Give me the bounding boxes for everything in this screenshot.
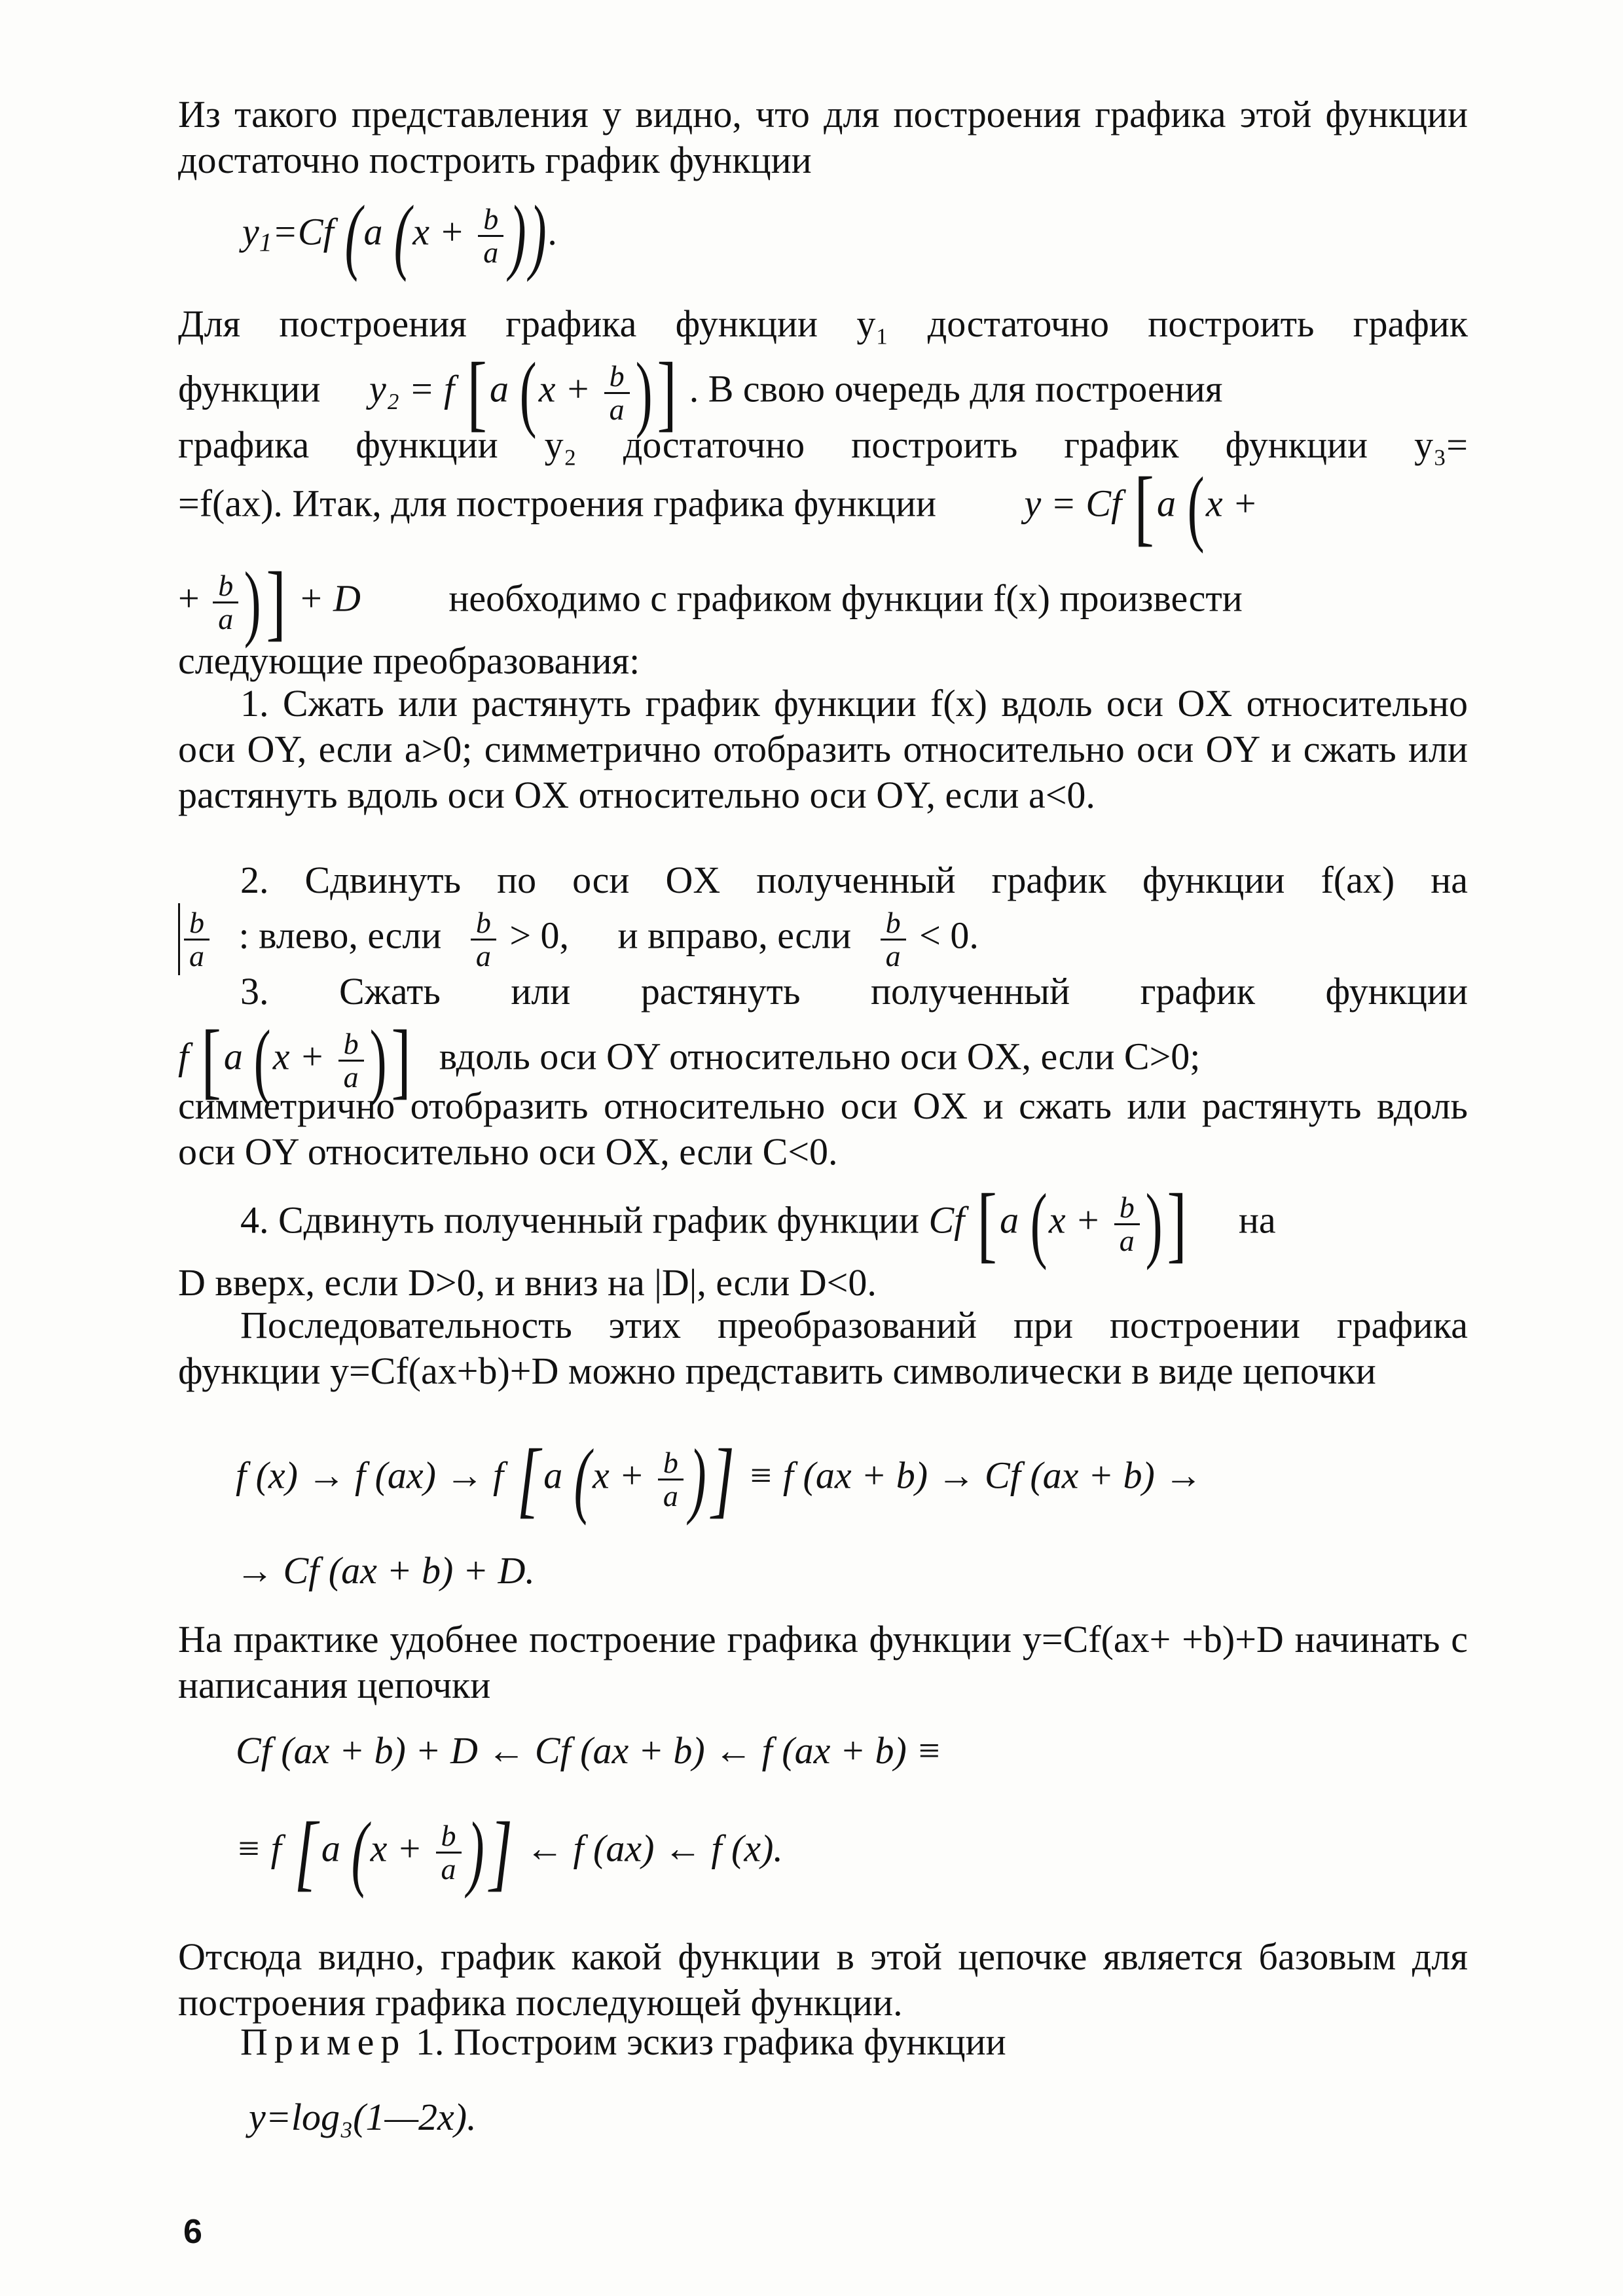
frac-num: b: [658, 1447, 684, 1480]
eq1-subscript: 1: [259, 227, 272, 257]
example-text: 1. Построим эскиз графика функции: [415, 2020, 1006, 2063]
bracket-open: [: [467, 346, 487, 440]
frac-num: b: [471, 907, 496, 941]
paren-close: ): [369, 1013, 387, 1107]
bracket-close: ]: [391, 1013, 411, 1107]
frac-den: a: [483, 235, 499, 269]
bracket-close: ]: [489, 1805, 513, 1899]
item2-less-zero: < 0.: [919, 914, 979, 957]
x-plus: x +: [272, 1035, 325, 1078]
x-plus: x +: [370, 1827, 423, 1870]
abs-bar-left: [178, 903, 180, 975]
bracket-close: ]: [657, 346, 677, 440]
x-plus: x +: [1205, 482, 1258, 525]
fraction-b-over-a: [1114, 1192, 1140, 1257]
chain2-tail: ← f (ax) ← f (x).: [525, 1827, 783, 1870]
item4-na: на: [1238, 1198, 1276, 1242]
frac-den: a: [1119, 1223, 1135, 1257]
example-label: Пример: [240, 2020, 407, 2063]
x-plus: x +: [592, 1454, 645, 1497]
func-cf: Cf: [928, 1198, 965, 1242]
eq1-a: a: [363, 210, 383, 253]
chain-2-line-2: [236, 1805, 783, 1899]
paren-open: (: [393, 188, 411, 283]
frac-den: a: [441, 1852, 456, 1886]
list-item-1: 1. Сжать или растянуть график функции f(x) вдоль оси OX относительно оси OY, если a>0; симметрично отобразить относительно оси OY и сжать или растянуть вдоль оси OX относительно оси OY, если a<0.: [178, 682, 1468, 816]
bracket-open: [: [294, 1805, 318, 1899]
list-item-2-line-2: [178, 903, 979, 975]
frac-den: a: [885, 939, 901, 973]
frac-num: b: [338, 1028, 364, 1062]
paren-open: (: [520, 346, 538, 440]
eq1-y: y: [242, 210, 259, 253]
frac-den: a: [609, 392, 625, 426]
frac-den: a: [343, 1060, 359, 1094]
func-f: f: [178, 1035, 189, 1078]
paren-close: ): [530, 188, 547, 283]
var-a: a: [1157, 482, 1176, 525]
x-plus: x +: [1048, 1198, 1101, 1242]
paragraph-intro: Из такого представления y видно, что для построения графика этой функции достаточно построить график функции: [178, 93, 1468, 181]
paren-close: ): [1145, 1177, 1163, 1271]
paren-close: ): [689, 1432, 706, 1526]
paren-open: (: [1030, 1177, 1048, 1271]
paren-open: (: [344, 188, 362, 283]
paragraph-practice: На практике удобнее построение графика функции y=Cf(ax+ +b)+D начинать с написания цепочки: [178, 1618, 1468, 1706]
paragraph-2-line-3: графика функции y₂ достаточно построить график функции y₃=: [178, 423, 1468, 466]
frac-num: b: [478, 204, 503, 237]
y-equals-cf: y = Cf: [1024, 482, 1122, 525]
chain1-head: f (x) → f (ax) → f: [236, 1454, 504, 1497]
p2-line2-tail: . В свою очередь для построения: [689, 367, 1223, 410]
paragraph-conclusion: Отсюда видно, график какой функции в этой цепочке является базовым для построения графика последующей функции.: [178, 1935, 1468, 2024]
item3-line2-tail: вдоль оси OY относительно оси OX, если C>0;: [439, 1035, 1201, 1078]
fraction-b-over-a: [184, 907, 210, 972]
paren-close: ): [467, 1805, 484, 1899]
item2-greater-zero: > 0,: [509, 914, 570, 957]
paren-open: (: [254, 1013, 272, 1107]
list-item-2-line-1: 2. Сдвинуть по оси OX полученный график функции f(ax) на: [240, 859, 1468, 901]
item2-colon-left: : влево, если: [238, 914, 442, 957]
chain-2-line-1: Cf (ax + b) + D ← Cf (ax + b) ← f (ax + b) ≡: [236, 1729, 942, 1772]
chain1-tail: ≡ f (ax + b) → Cf (ax + b) →: [748, 1454, 1203, 1497]
list-item-4-line-2: D вверх, если D>0, и вниз на |D|, если D<0.: [178, 1261, 877, 1304]
fraction-b-over-a: [658, 1447, 684, 1512]
fraction-b-over-a: [881, 907, 906, 972]
paragraph-2-line-5: [178, 555, 1468, 649]
var-a: a: [1000, 1198, 1019, 1242]
paren-open: (: [574, 1432, 591, 1526]
x-plus: x +: [538, 367, 591, 410]
frac-den: a: [218, 601, 234, 636]
bracket-open: [: [201, 1013, 221, 1107]
bracket-close: ]: [1167, 1177, 1187, 1271]
frac-num: b: [436, 1820, 462, 1854]
frac-den: a: [189, 939, 204, 973]
paren-open: (: [352, 1805, 369, 1899]
example-1-equation: y=log₃(1—2x).: [249, 2096, 477, 2138]
paragraph-sequence: Последовательность этих преобразований при построении графика функции y=Cf(ax+b)+D можно представить символически в виде цепочки: [178, 1304, 1468, 1392]
paragraph-2-line-4: [178, 460, 1468, 554]
bracket-open: [: [517, 1432, 540, 1526]
eq1-x: x +: [412, 210, 465, 253]
bracket-close: ]: [711, 1432, 735, 1526]
paren-close: ): [635, 346, 653, 440]
list-item-3-line-1: 3. Сжать или растянуть полученный график функции: [240, 970, 1468, 1013]
paragraph-2-line-2: [178, 346, 1468, 440]
frac-num: b: [1114, 1192, 1140, 1225]
list-item-3-line-3: симметрично отобразить относительно оси OX и сжать или растянуть вдоль оси OY относительно оси OX, если C<0.: [178, 1085, 1468, 1173]
list-item-4-line-1: [240, 1177, 1468, 1271]
chain-1-line-2: → Cf (ax + b) + D.: [236, 1549, 535, 1592]
chain2-head: ≡ f: [236, 1827, 282, 1870]
frac-num: b: [213, 570, 238, 603]
item4-head: 4. Сдвинуть полученный график функции: [240, 1198, 919, 1242]
var-a: a: [489, 367, 509, 410]
eq1-period: .: [548, 210, 558, 253]
frac-num: b: [604, 361, 630, 394]
var-a: a: [543, 1454, 563, 1497]
bracket-open: [: [977, 1177, 997, 1271]
p2-line4-head: =f(ax). Итак, для построения графика функции: [178, 482, 937, 525]
plus-d: + D: [298, 577, 361, 620]
paren-close: ): [244, 555, 261, 649]
paragraph-2-line-6: следующие преобразования:: [178, 639, 640, 682]
paren-open: (: [1187, 460, 1205, 554]
page-number: 6: [183, 2213, 202, 2251]
example-1-heading: [240, 2019, 1006, 2065]
frac-num: b: [881, 907, 906, 941]
var-a: a: [223, 1035, 243, 1078]
item2-right-if: и вправо, если: [617, 914, 852, 957]
fraction-b-over-a: [213, 570, 238, 635]
frac-den: a: [663, 1479, 678, 1513]
bracket-close: ]: [266, 555, 286, 649]
p2-line5-tail: необходимо с графиком функции f(x) произвести: [448, 577, 1243, 620]
fraction-b-over-a: [604, 361, 630, 425]
frac-num: b: [184, 907, 210, 941]
bracket-open: [: [1134, 460, 1154, 554]
plus-sign: +: [178, 577, 200, 620]
equation-y1: [242, 188, 558, 283]
paren-close: ): [509, 188, 526, 283]
fraction-b-over-a: [436, 1820, 462, 1885]
var-a: a: [321, 1827, 340, 1870]
chain-1-line-1: [236, 1432, 1203, 1526]
eq1-cf: =Cf: [272, 210, 334, 253]
y2-equals-f: y₂ = f: [369, 367, 455, 410]
frac-den: a: [475, 939, 491, 973]
paragraph-2-line-1: Для построения графика функции y₁ достаточно построить график: [178, 302, 1468, 345]
word-funkcii: функции: [178, 367, 321, 410]
fraction-b-over-a: [471, 907, 496, 972]
fraction-b-over-a: [478, 204, 503, 268]
